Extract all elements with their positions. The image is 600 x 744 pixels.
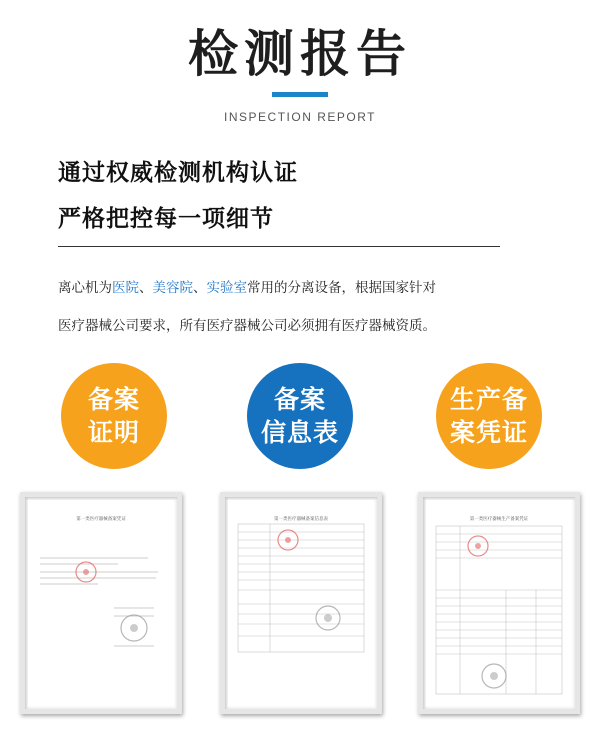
certificate-document-2 bbox=[228, 500, 374, 706]
highlight-beauty-salon: 美容院 bbox=[152, 280, 193, 296]
certificate-2-scan bbox=[228, 500, 374, 706]
badge-line-2: 信息表 bbox=[260, 418, 339, 447]
highlight-laboratory: 实验室 bbox=[206, 280, 247, 296]
certificate-frame-1 bbox=[20, 492, 182, 714]
page-subtitle: INSPECTION REPORT bbox=[224, 110, 376, 124]
badge-line-2: 证明 bbox=[87, 418, 140, 447]
intro-sep-2: 、 bbox=[193, 280, 207, 296]
badge-line-1: 备案 bbox=[273, 385, 326, 414]
divider bbox=[58, 246, 500, 247]
badge-filing-certificate bbox=[61, 363, 167, 469]
headline-line-2: 严格把控每一项细节 bbox=[58, 206, 274, 232]
certificate-document-3 bbox=[426, 500, 572, 706]
certificate-3-title: 第一类医疗器械生产备案凭证 bbox=[469, 517, 529, 522]
headline-line-1: 通过权威检测机构认证 bbox=[58, 160, 298, 186]
intro-line-2: 医疗器械公司要求，所有医疗器械公司必须拥有医疗器械资质。 bbox=[58, 318, 436, 334]
badge-production-certificate bbox=[436, 363, 542, 469]
intro-line-1 bbox=[58, 276, 436, 296]
page-title: 检测报告 bbox=[188, 25, 412, 83]
certificate-1-scan bbox=[28, 500, 174, 706]
badge-line-1: 备案 bbox=[87, 385, 140, 414]
intro-sep-1: 、 bbox=[139, 280, 153, 296]
badge-line-1: 生产备 bbox=[449, 385, 528, 414]
badge-filing-info-sheet bbox=[247, 363, 353, 469]
badge-line-2: 案凭证 bbox=[449, 418, 528, 447]
certificate-2-title: 第一类医疗器械备案信息表 bbox=[274, 517, 328, 522]
certificate-1-title: 第一类医疗器械备案凭证 bbox=[76, 517, 126, 522]
intro-prefix: 离心机为 bbox=[58, 280, 112, 296]
certificate-frame-3 bbox=[418, 492, 580, 714]
title-accent-bar bbox=[272, 92, 328, 97]
certificate-frame-2 bbox=[220, 492, 382, 714]
certificate-document-1 bbox=[28, 500, 174, 706]
intro-suffix: 常用的分离设备，根据国家针对 bbox=[247, 280, 436, 296]
highlight-hospital: 医院 bbox=[112, 280, 139, 296]
certificate-3-scan bbox=[426, 500, 572, 706]
